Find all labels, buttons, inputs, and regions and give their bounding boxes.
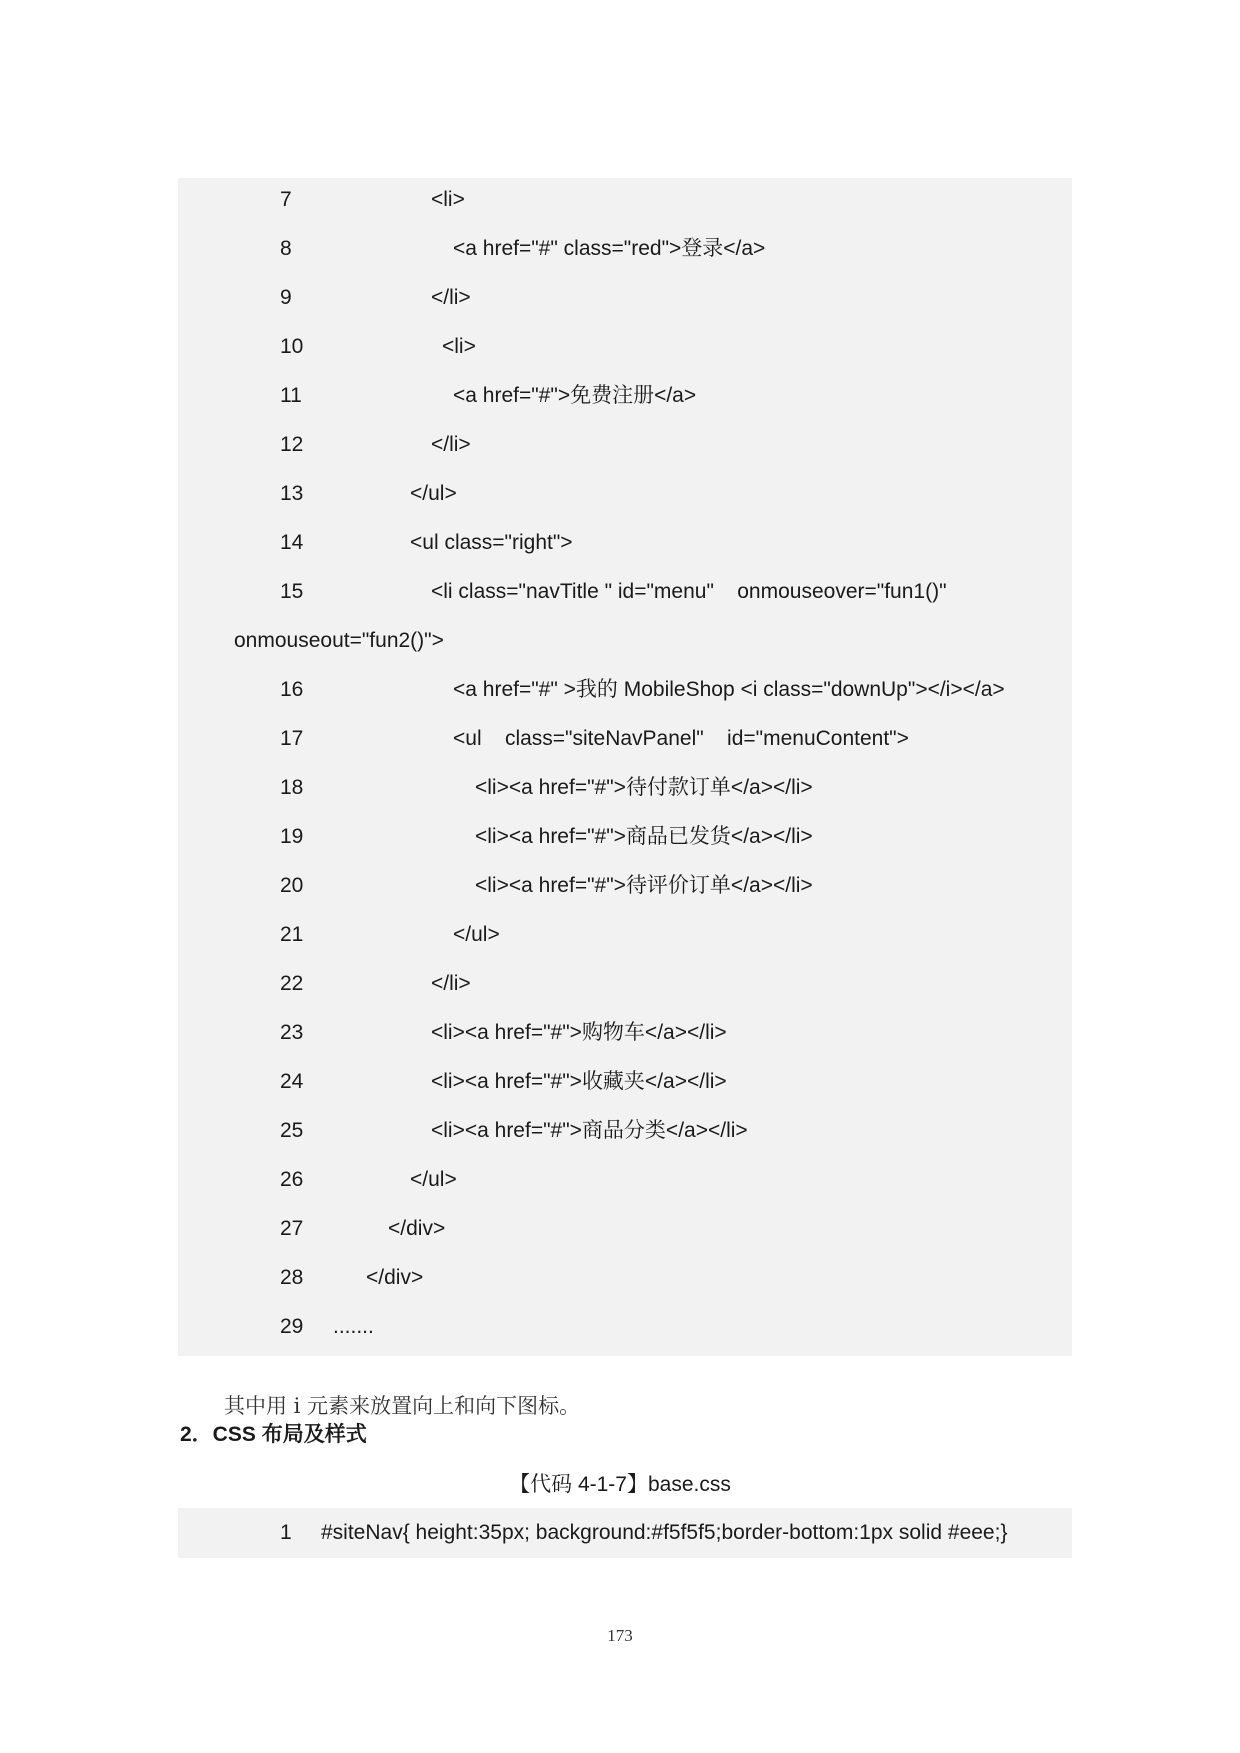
line-number: 18 — [280, 776, 304, 799]
code-line — [178, 428, 1072, 462]
body-paragraph: 其中用 i 元素来放置向上和向下图标。 — [224, 1394, 581, 1418]
code-text: ....... — [333, 1315, 374, 1338]
code-line — [178, 1065, 1072, 1099]
code-text: <li><a href="#">待评价订单</a></li> — [475, 874, 813, 897]
line-number: 25 — [280, 1119, 304, 1142]
code-line — [178, 575, 1072, 609]
line-number: 10 — [280, 335, 304, 358]
line-number: 16 — [280, 678, 304, 701]
code-caption: 【代码 4-1-7】base.css — [509, 1473, 731, 1496]
line-number: 7 — [280, 188, 292, 211]
code-line — [178, 673, 1072, 707]
line-number: 1 — [280, 1521, 292, 1544]
line-number: 29 — [280, 1315, 304, 1338]
code-line — [178, 477, 1072, 511]
code-text: </ul> — [410, 1168, 457, 1191]
code-text: </li> — [431, 433, 471, 456]
section-heading: 2．CSS 布局及样式 — [180, 1423, 367, 1446]
line-number: 9 — [280, 286, 292, 309]
code-text: #siteNav{ height:35px; background:#f5f5f5;border-bottom:1px solid #eee;} — [321, 1521, 1008, 1544]
code-line — [178, 1163, 1072, 1197]
code-line — [178, 1310, 1072, 1344]
code-text: <li><a href="#">购物车</a></li> — [431, 1021, 727, 1044]
code-line — [178, 379, 1072, 413]
line-number: 11 — [280, 384, 302, 407]
code-text: <li class="navTitle " id="menu" onmouseover="fun1()" — [431, 580, 947, 603]
line-number: 14 — [280, 531, 304, 554]
line-number: 26 — [280, 1168, 304, 1191]
code-line — [178, 820, 1072, 854]
code-text: </div> — [366, 1266, 424, 1289]
line-number: 22 — [280, 972, 304, 995]
code-text: <li><a href="#">收藏夹</a></li> — [431, 1070, 727, 1093]
code-listing-html — [178, 178, 1072, 1356]
line-number: 8 — [280, 237, 292, 260]
code-line — [178, 232, 1072, 266]
code-text: <li><a href="#">商品分类</a></li> — [431, 1119, 748, 1142]
code-text: <a href="#" >我的 MobileShop <i class="downUp"></i></a> — [453, 678, 1005, 701]
code-line — [178, 330, 1072, 364]
code-line — [178, 183, 1072, 217]
code-text: <ul class="right"> — [410, 531, 573, 554]
code-line — [178, 1114, 1072, 1148]
code-line — [178, 281, 1072, 315]
line-number: 15 — [280, 580, 304, 603]
code-text: <a href="#">免费注册</a> — [453, 384, 697, 407]
code-line — [178, 722, 1072, 756]
line-number: 28 — [280, 1266, 304, 1289]
line-number: 27 — [280, 1217, 304, 1240]
line-number: 12 — [280, 433, 304, 456]
code-line — [178, 918, 1072, 952]
code-text: onmouseout="fun2()"> — [234, 629, 444, 652]
code-line — [178, 771, 1072, 805]
line-number: 23 — [280, 1021, 304, 1044]
line-number: 17 — [280, 727, 304, 750]
code-text: <ul class="siteNavPanel" id="menuContent"> — [453, 727, 909, 750]
code-text: <li> — [442, 335, 476, 358]
code-line — [178, 1516, 1072, 1550]
line-number: 21 — [280, 923, 304, 946]
code-line-continuation — [178, 624, 1072, 658]
code-line — [178, 1261, 1072, 1295]
code-text: </ul> — [453, 923, 500, 946]
code-listing-css — [178, 1508, 1072, 1558]
code-text: <li> — [431, 188, 465, 211]
code-line — [178, 1016, 1072, 1050]
code-text: <li><a href="#">商品已发货</a></li> — [475, 825, 813, 848]
code-line — [178, 1212, 1072, 1246]
code-line — [178, 526, 1072, 560]
code-text: </ul> — [410, 482, 457, 505]
code-text: </li> — [431, 972, 471, 995]
line-number: 24 — [280, 1070, 304, 1093]
line-number: 13 — [280, 482, 304, 505]
line-number: 20 — [280, 874, 304, 897]
code-line — [178, 869, 1072, 903]
code-text: <li><a href="#">待付款订单</a></li> — [475, 776, 813, 799]
code-text: </div> — [388, 1217, 446, 1240]
page-number: 173 — [607, 1626, 633, 1645]
code-text: </li> — [431, 286, 471, 309]
line-number: 19 — [280, 825, 304, 848]
code-text: <a href="#" class="red">登录</a> — [453, 237, 766, 260]
code-line — [178, 967, 1072, 1001]
